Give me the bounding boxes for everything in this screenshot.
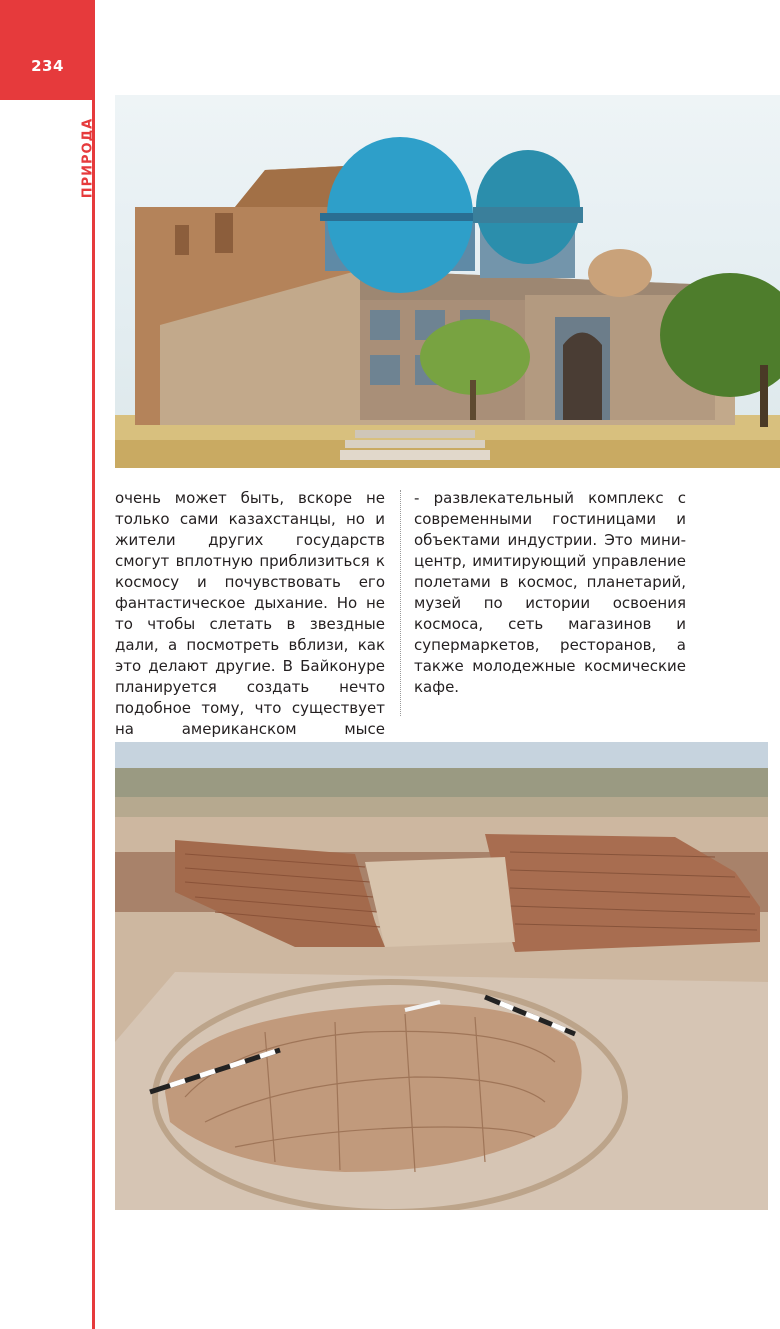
text-column-left [115,488,385,761]
body-text-right: - развлекательный комплекс с современными гостиницами и объектами индустрии. Это мини-центр, имитирующий управление полетами в космос, планетарий, музей по истории освоения космоса, сеть магазинов и супермаркетов, ресторанов, а также молодежные космические кафе. [414,489,686,696]
excavation-photo [115,742,768,1210]
margin-rule [92,100,95,1329]
mausoleum-photo [115,95,780,468]
page-number-box [0,0,95,100]
body-text-left: очень может быть, вскоре не только сами казахстанцы, но и жители других государств смогут вплотную приблизиться к космосу и почувствовать его фантастическое дыхание. Но не то чтобы слетать в звездные дали, а посмотреть вблизи, как это делают другие. В Байконуре планируется создать нечто подобное тому, что существует на американском мысе [115,489,385,738]
page-number: 234 [31,57,64,75]
section-label: ПРИРОДА [80,117,96,199]
text-column-right [414,488,686,698]
column-divider [400,490,401,716]
